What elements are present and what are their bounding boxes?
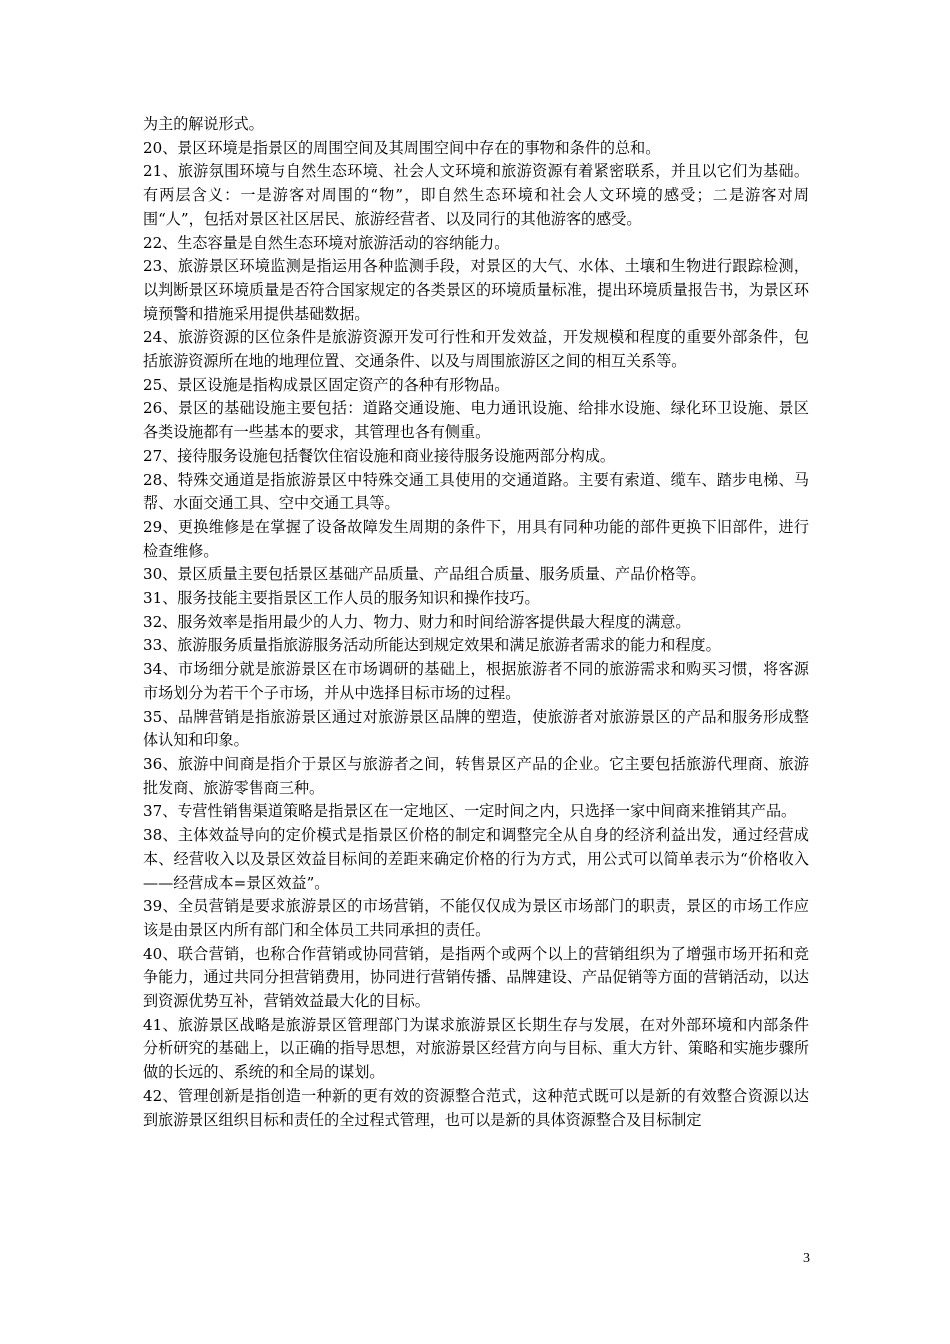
paragraph-30: 30、景区质量主要包括景区基础产品质量、产品组合质量、服务质量、产品价格等。 — [143, 565, 706, 584]
paragraph-26: 26、景区的基础设施主要包括：道路交通设施、电力通讯设施、给排水设施、绿化环卫设施、景区各类设施都有一些基本的要求，其管理也各有侧重。 — [143, 399, 809, 442]
paragraph-22: 22、生态容量是自然生态环境对旅游活动的容纳能力。 — [143, 233, 510, 252]
paragraph-28: 28、特殊交通道是指旅游景区中特殊交通工具使用的交通道路。主要有索道、缆车、踏步电梯、马帮、水面交通工具、空中交通工具等。 — [143, 470, 809, 513]
paragraph-41: 41、旅游景区战略是旅游景区管理部门为谋求旅游景区长期生存与发展，在对外部环境和内部条件分析研究的基础上，以正确的指导思想，对旅游景区经营方向与目标、重大方针、策略和实施步骤所做的长远的、系统的和全局的谋划。 — [143, 1015, 809, 1082]
paragraph-33: 33、旅游服务质量指旅游服务活动所能达到规定效果和满足旅游者需求的能力和程度。 — [143, 636, 721, 655]
paragraph-21: 21、旅游氛围环境与自然生态环境、社会人文环境和旅游资源有着紧密联系，并且以它们为基础。有两层含义：一是游客对周围的“物”，即自然生态环境和社会人文环境的感受；二是游客对周围“人”，包括对景区社区居民、旅游经营者、以及同行的其他游客的感受。 — [143, 162, 809, 228]
paragraph-36: 36、旅游中间商是指介于景区与旅游者之间，转售景区产品的企业。它主要包括旅游代理商、旅游批发商、旅游零售商三种。 — [143, 754, 809, 797]
document-body — [143, 113, 809, 1132]
page-number: 3 — [803, 1251, 810, 1266]
paragraph-37: 37、专营性销售渠道策略是指景区在一定地区、一定时间之内，只选择一家中间商来推销其产品。 — [143, 802, 797, 821]
paragraph-35: 35、品牌营销是指旅游景区通过对旅游景区品牌的塑造，使旅游者对旅游景区的产品和服务形成整体认知和印象。 — [143, 707, 809, 750]
paragraph-31: 31、服务技能主要指景区工作人员的服务知识和操作技巧。 — [143, 589, 540, 608]
paragraph-29: 29、更换维修是在掌握了设备故障发生周期的条件下，用具有同种功能的部件更换下旧部件，进行检查维修。 — [143, 517, 809, 560]
paragraph-34: 34、市场细分就是旅游景区在市场调研的基础上，根据旅游者不同的旅游需求和购买习惯，将客源市场划分为若干个子市场，并从中选择目标市场的过程。 — [143, 660, 809, 702]
paragraph-27: 27、接待服务设施包括餐饮住宿设施和商业接待服务设施两部分构成。 — [143, 446, 616, 465]
paragraph-24: 24、旅游资源的区位条件是旅游资源开发可行性和开发效益，开发规模和程度的重要外部条件，包括旅游资源所在地的地理位置、交通条件、以及与周围旅游区之间的相互关系等。 — [143, 328, 809, 371]
paragraph-38: 38、主体效益导向的定价模式是指景区价格的制定和调整完全从自身的经济利益出发，通过经营成本、经营收入以及景区效益目标间的差距来确定价格的行为方式，用公式可以简单表示为“价格收入——经营成本=景区效益”。 — [143, 826, 809, 892]
paragraph-intro-fragment: 为主的解说形式。 — [143, 115, 264, 133]
paragraph-23: 23、旅游景区环境监测是指运用各种监测手段，对景区的大气、水体、土壤和生物进行跟踪检测，以判断景区环境质量是否符合国家规定的各类景区的环境质量标准，提出环境质量报告书，为景区环境预警和措施采用提供基础数据。 — [143, 257, 809, 323]
paragraph-39: 39、全员营销是要求旅游景区的市场营销，不能仅仅成为景区市场部门的职责，景区的市场工作应该是由景区内所有部门和全体员工共同承担的责任。 — [143, 897, 809, 939]
paragraph-25: 25、景区设施是指构成景区固定资产的各种有形物品。 — [143, 375, 510, 394]
paragraph-42: 42、管理创新是指创造一种新的更有效的资源整合范式，这种范式既可以是新的有效整合资源以达到旅游景区组织目标和责任的全过程式管理，也可以是新的具体资源整合及目标制定 — [143, 1086, 809, 1129]
paragraph-20: 20、景区环境是指景区的周围空间及其周围空间中存在的事物和条件的总和。 — [143, 138, 661, 157]
paragraph-40: 40、联合营销，也称合作营销或协同营销，是指两个或两个以上的营销组织为了增强市场开拓和竞争能力，通过共同分担营销费用，协同进行营销传播、品牌建设、产品促销等方面的营销活动，以达到资源优势互补，营销效益最大化的目标。 — [143, 944, 809, 1011]
paragraph-32: 32、服务效率是指用最少的人力、物力、财力和时间给游客提供最大程度的满意。 — [143, 612, 691, 631]
